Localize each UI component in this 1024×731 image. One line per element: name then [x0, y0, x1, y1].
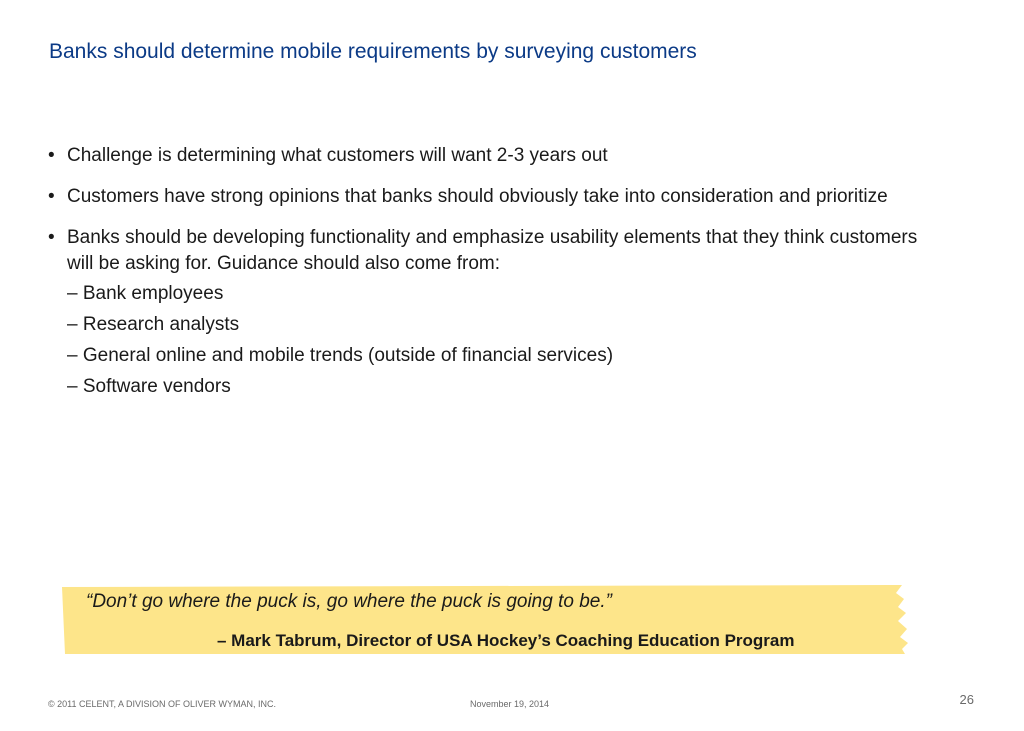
quote-callout — [62, 585, 908, 654]
bullet-item — [48, 225, 948, 400]
footer-copyright: © 2011 CELENT, A DIVISION OF OLIVER WYMAN, INC. — [48, 699, 277, 709]
footer-date: November 19, 2014 — [470, 699, 550, 709]
bullet-marker: • — [48, 186, 55, 207]
sub-item: – Research analysts — [67, 314, 240, 335]
bullet-text: Challenge is determining what customers will want 2-3 years out — [67, 145, 608, 166]
bullet-list — [48, 143, 948, 415]
bullet-text: Customers have strong opinions that banks should obviously take into consideration and prioritize — [67, 186, 888, 207]
sub-list — [67, 281, 948, 400]
sub-item: – Bank employees — [67, 283, 224, 304]
sub-item: – General online and mobile trends (outside of financial services) — [67, 345, 614, 366]
quote-text: “Don’t go where the puck is, go where the puck is going to be.” — [86, 591, 612, 612]
bullet-marker: • — [48, 227, 55, 248]
bullet-text: Banks should be developing functionality and emphasize usability elements that they think customers will be asking for. Guidance should also come from: — [67, 227, 918, 274]
slide-title: Banks should determine mobile requirements by surveying customers — [49, 40, 697, 63]
quote-attribution: – Mark Tabrum, Director of USA Hockey’s Coaching Education Program — [217, 631, 795, 650]
bullet-item — [48, 184, 948, 210]
bullet-marker: • — [48, 145, 55, 166]
bullet-item — [48, 143, 948, 169]
sub-item: – Software vendors — [67, 376, 231, 397]
page-number: 26 — [959, 692, 974, 707]
